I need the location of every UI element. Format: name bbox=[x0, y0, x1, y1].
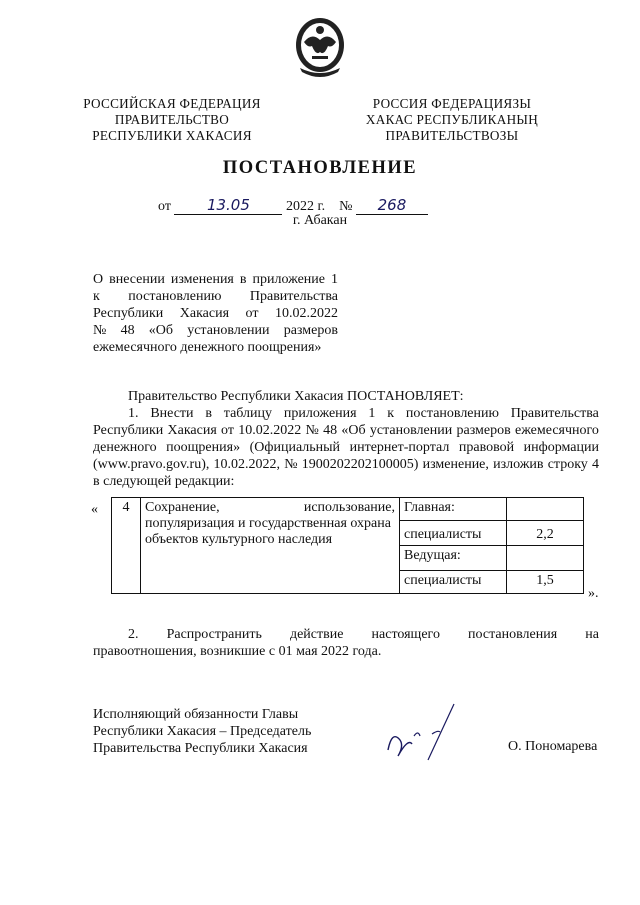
coat-of-arms-emblem bbox=[292, 12, 348, 82]
item-2 bbox=[93, 626, 599, 660]
text-line bbox=[93, 322, 338, 339]
word: Распространить bbox=[166, 627, 262, 642]
word: 1. bbox=[128, 406, 139, 421]
word: 1 bbox=[368, 406, 376, 421]
word: Республики bbox=[93, 423, 164, 438]
word: 2. bbox=[128, 627, 139, 642]
word: 10.02.2022 bbox=[275, 306, 338, 321]
word: приложение bbox=[252, 272, 325, 287]
text-line bbox=[93, 405, 599, 422]
coefficient-cell: 2,2 bbox=[507, 521, 584, 546]
number-sign: № bbox=[339, 199, 353, 214]
table-row bbox=[112, 498, 584, 521]
word: Внести bbox=[150, 406, 194, 421]
quote-open: « bbox=[91, 502, 98, 517]
word: постановлению bbox=[405, 406, 499, 421]
word: 48 bbox=[120, 323, 135, 338]
description-rest: популяризация и государственная охрана объектов культурного наследия bbox=[145, 516, 391, 547]
word: в bbox=[239, 272, 247, 287]
position-label-cell: специалисты bbox=[400, 571, 507, 594]
position-line: Исполняющий обязанности Главы bbox=[93, 707, 299, 722]
word: ежемесячного денежного поощрения» bbox=[93, 340, 322, 355]
word: 1 bbox=[330, 272, 338, 287]
word: № bbox=[305, 423, 319, 438]
word: Правительства bbox=[249, 289, 338, 304]
word: настоящего bbox=[371, 627, 440, 642]
item-1 bbox=[93, 405, 599, 490]
coefficient-cell bbox=[507, 498, 584, 521]
word: «Об bbox=[148, 323, 173, 338]
quote-close: ». bbox=[588, 586, 599, 601]
preamble: Правительство Республики Хакасия ПОСТАНОВЛЯЕТ: bbox=[128, 389, 464, 404]
word: размеров bbox=[456, 423, 511, 438]
text-line bbox=[93, 305, 338, 322]
word: 48 bbox=[323, 423, 338, 438]
word: изложив bbox=[493, 457, 544, 472]
word: 10.02.2022, bbox=[213, 457, 281, 472]
handwritten-number: 268 bbox=[377, 196, 407, 214]
word: на bbox=[585, 627, 599, 642]
word: в следующей редакции: bbox=[93, 474, 235, 489]
position-line: Республики Хакасия – Председатель bbox=[93, 724, 312, 739]
salary-table bbox=[111, 497, 584, 594]
description-word: Сохранение, bbox=[145, 500, 220, 515]
word: постановления bbox=[468, 627, 558, 642]
word: правовой bbox=[458, 440, 515, 455]
word: (Официальный bbox=[249, 440, 341, 455]
word: от bbox=[245, 306, 259, 321]
document-title: ПОСТАНОВЛЕНИЕ bbox=[222, 158, 418, 178]
word: изменение, bbox=[422, 457, 489, 472]
word: действие bbox=[289, 627, 344, 642]
word: № bbox=[93, 323, 107, 338]
word: Хакасия bbox=[167, 423, 217, 438]
text-line bbox=[93, 626, 599, 643]
word: внесении bbox=[109, 272, 165, 287]
text-line bbox=[93, 439, 599, 456]
word: размеров bbox=[283, 323, 338, 338]
description-first-line bbox=[145, 500, 395, 516]
header-right-line: ХАКАС РЕСПУБЛИКАНЫҢ bbox=[365, 112, 539, 127]
word: установлении bbox=[187, 323, 270, 338]
header-left-russian bbox=[72, 96, 272, 144]
text-line bbox=[93, 643, 599, 660]
word: 4 bbox=[591, 457, 599, 472]
header-left-line: ПРАВИТЕЛЬСТВО bbox=[114, 112, 230, 127]
word: № bbox=[284, 457, 298, 472]
word: от bbox=[221, 423, 234, 438]
header-right-khakas bbox=[352, 96, 552, 144]
position-line: Правительства Республики Хакасия bbox=[93, 741, 308, 756]
word: установлении bbox=[369, 423, 453, 438]
row-number-cell: 4 bbox=[112, 498, 141, 594]
text-line bbox=[93, 456, 599, 473]
word: в bbox=[205, 406, 212, 421]
description-word: использование, bbox=[303, 500, 395, 515]
word: строку bbox=[547, 457, 588, 472]
word: таблицу bbox=[223, 406, 273, 421]
description-cell bbox=[141, 498, 400, 594]
header-left-line: РЕСПУБЛИКИ ХАКАСИЯ bbox=[92, 128, 252, 143]
position-label-cell: специалисты bbox=[400, 521, 507, 546]
document-subject bbox=[93, 271, 338, 356]
text-line bbox=[93, 271, 338, 288]
date-prefix: от bbox=[158, 199, 171, 214]
word: (www.pravo.gov.ru), bbox=[93, 457, 210, 472]
signatory-position bbox=[93, 706, 311, 757]
word: к bbox=[387, 406, 395, 421]
date-year: 2022 г. bbox=[285, 199, 326, 214]
text-line bbox=[93, 473, 599, 490]
word: денежного bbox=[93, 440, 157, 455]
coefficient-cell bbox=[507, 546, 584, 571]
handwritten-signature bbox=[378, 700, 458, 770]
coefficient-cell: 1,5 bbox=[507, 571, 584, 594]
word: Республики bbox=[93, 306, 164, 321]
city: г. Абакан bbox=[292, 213, 348, 228]
text-line bbox=[93, 339, 338, 356]
word: к bbox=[93, 289, 100, 304]
position-label-cell: Ведущая: bbox=[400, 546, 507, 571]
signatory-name: О. Пономарева bbox=[508, 739, 598, 754]
word: интернет-портал bbox=[349, 440, 450, 455]
word: «Об bbox=[341, 423, 366, 438]
word: информации bbox=[523, 440, 599, 455]
header-right-line: РОССИЯ ФЕДЕРАЦИЯЗЫ bbox=[372, 96, 532, 111]
word: Хакасия bbox=[179, 306, 230, 321]
word: постановлению bbox=[128, 289, 222, 304]
word: 10.02.2022 bbox=[238, 423, 302, 438]
header-left-line: РОССИЙСКАЯ ФЕДЕРАЦИЯ bbox=[83, 96, 261, 111]
word: О bbox=[93, 272, 104, 287]
handwritten-date: 13.05 bbox=[206, 196, 250, 214]
word: правоотношения, возникшие с 01 мая 2022 года. bbox=[93, 644, 382, 659]
word: 1900202202100005) bbox=[301, 457, 419, 472]
word: приложения bbox=[283, 406, 357, 421]
text-line bbox=[93, 288, 338, 305]
word: Правительства bbox=[510, 406, 599, 421]
word: поощрения» bbox=[166, 440, 241, 455]
text-line bbox=[93, 422, 599, 439]
header-right-line: ПРАВИТЕЛЬСТВОЗЫ bbox=[385, 128, 519, 143]
position-label-cell: Главная: bbox=[400, 498, 507, 521]
word: изменения bbox=[170, 272, 234, 287]
word: ежемесячного bbox=[514, 423, 599, 438]
